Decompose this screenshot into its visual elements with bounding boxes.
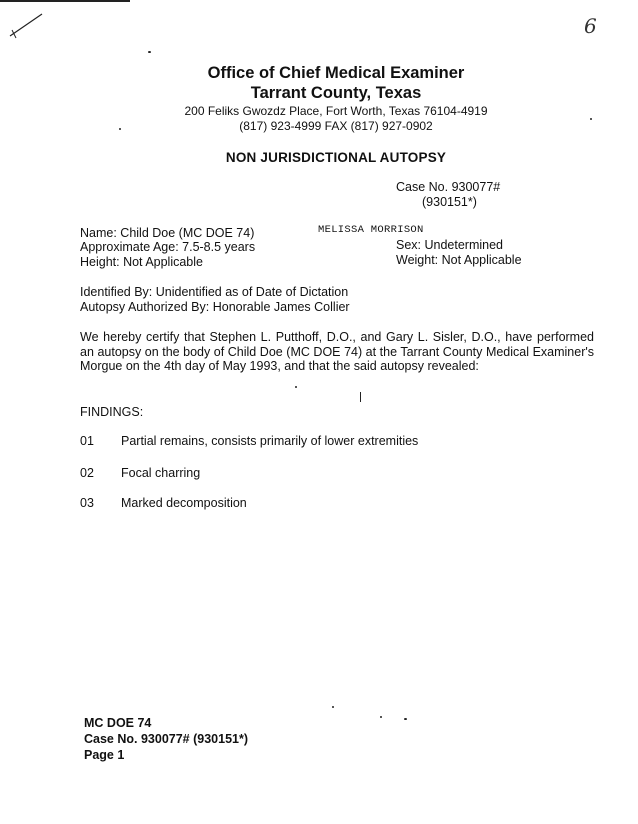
finding-text: Focal charring [121, 466, 201, 480]
subject-height: Height: Not Applicable [80, 255, 203, 269]
speck [404, 718, 407, 720]
findings-label: FINDINGS: [80, 405, 144, 419]
finding-text: Partial remains, consists primarily of lower extremities [121, 434, 419, 448]
speck [295, 386, 297, 388]
office-phones: (817) 923-4999 FAX (817) 927-0902 [239, 119, 433, 133]
office-address: 200 Feliks Gwozdz Place, Fort Worth, Texas 76104-4919 [184, 104, 488, 118]
typed-name: MELISSA MORRISON [318, 224, 424, 236]
identified-by: Identified By: Unidentified as of Date of Dictation [80, 285, 349, 299]
footer-case-id: MC DOE 74 [84, 716, 152, 730]
finding-number: 02 [80, 466, 94, 480]
document-title: NON JURISDICTIONAL AUTOPSY [225, 150, 447, 165]
speck [148, 51, 151, 53]
office-title: Office of Chief Medical Examiner [207, 64, 465, 82]
county-title: Tarrant County, Texas [250, 84, 422, 102]
footer-case-number: Case No. 930077# (930151*) [84, 732, 249, 746]
authorized-by: Autopsy Authorized By: Honorable James Collier [80, 300, 350, 314]
speck [380, 716, 382, 718]
case-alt-number: (930151*) [422, 195, 477, 209]
finding-number: 01 [80, 434, 94, 448]
subject-name: Name: Child Doe (MC DOE 74) [80, 226, 255, 240]
subject-age: Approximate Age: 7.5-8.5 years [80, 240, 256, 254]
finding-number: 03 [80, 496, 94, 510]
finding-text: Marked decomposition [121, 496, 247, 510]
subject-sex: Sex: Undetermined [396, 238, 504, 252]
footer-page-number: Page 1 [84, 748, 125, 762]
handwritten-page-mark: 6 [584, 14, 597, 38]
certification-paragraph: We hereby certify that Stephen L. Putthoff, D.O., and Gary L. Sisler, D.O., have performed an autopsy on the body of Child Doe (MC DOE 74) at the Tarrant County Medical Examiner's Morgue on the 4th day of May 1993, and that the said autopsy revealed: [80, 330, 594, 373]
case-number: Case No. 930077# [396, 180, 501, 194]
pen-mark [6, 8, 46, 42]
speck [332, 706, 334, 708]
subject-weight: Weight: Not Applicable [396, 253, 522, 267]
top-edge-line [0, 0, 130, 2]
speck [360, 392, 361, 402]
